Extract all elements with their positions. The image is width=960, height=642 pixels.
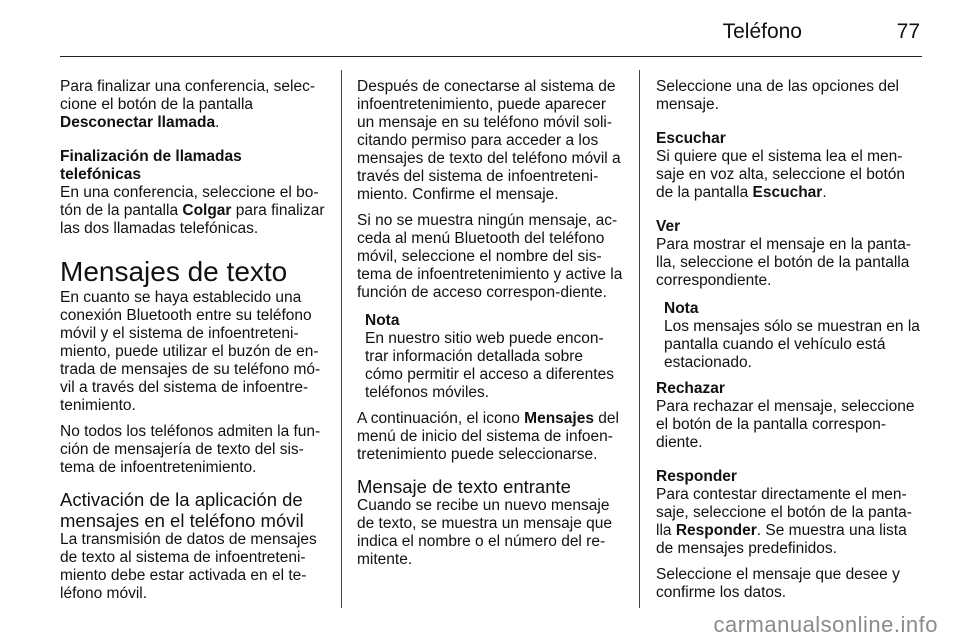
column-1 xyxy=(60,78,326,611)
bold-term: Escuchar xyxy=(752,184,823,201)
text: para finalizar las dos llamadas telefónicas. xyxy=(60,202,325,237)
bold-term: Colgar xyxy=(182,202,232,219)
header-rule xyxy=(60,56,922,57)
subsection-title: Finalización de llamadas telefónicas xyxy=(60,148,242,183)
option-title-responder: Responder xyxy=(656,468,737,485)
text: del menú de inicio del sistema de infoen-tretenimiento puede seleccionarse. xyxy=(357,410,619,463)
paragraph: Seleccione el mensaje que desee y confirme los datos. xyxy=(656,566,900,601)
text: A continuación, el icono xyxy=(357,410,525,427)
paragraph: Para rechazar el mensaje, seleccione el botón de la pantalla correspon-diente. xyxy=(656,398,915,451)
subsection-heading: Mensaje de texto entrante xyxy=(357,476,571,497)
bold-term: Mensajes xyxy=(524,410,594,427)
header-title: Teléfono xyxy=(722,20,802,43)
bold-term: Desconectar llamada xyxy=(60,114,216,131)
text: En una conferencia, seleccione el bo-tón de la pantalla xyxy=(60,184,319,219)
column-divider-2 xyxy=(639,70,640,608)
paragraph: En cuanto se haya establecido una conexión Bluetooth entre su teléfono móvil y el sistema de infoentreteni-miento, puede utilizar el buzón de en-trada de mensajes de su teléfono mó-vil a través del sistema de infoentre-tenimiento. xyxy=(60,289,321,414)
paragraph xyxy=(357,410,625,464)
paragraph xyxy=(60,184,326,238)
option-title-ver: Ver xyxy=(656,218,681,235)
column-3 xyxy=(656,78,924,610)
paragraph: No todos los teléfonos admiten la fun-ción de mensajería de texto del sis-tema de infoentretenimiento. xyxy=(60,423,321,476)
text: Para contestar directamente el men-saje, seleccione el botón de la panta-lla xyxy=(656,486,912,539)
paragraph: Seleccione una de las opciones del mensaje. xyxy=(656,78,900,113)
text: Si quiere que el sistema lea el men-saje en voz alta, seleccione el botón de la pantalla xyxy=(656,148,906,201)
option-title-rechazar: Rechazar xyxy=(656,380,725,397)
text: . xyxy=(215,114,220,131)
paragraph xyxy=(60,78,326,132)
subsection-heading: Activación de la aplicación de mensajes en el teléfono móvil xyxy=(60,489,304,531)
section-heading: Mensajes de texto xyxy=(60,256,288,287)
note-text: Los mensajes sólo se muestran en la pantalla cuando el vehículo está estacionado. xyxy=(664,318,920,371)
text: Para finalizar una conferencia, selec-cione el botón de la pantalla xyxy=(60,78,316,113)
text: . Se muestra una lista de mensajes predefinidos. xyxy=(656,522,907,557)
note-title: Nota xyxy=(365,312,400,329)
page-number: 77 xyxy=(896,20,920,43)
column-divider-1 xyxy=(341,70,342,608)
text: . xyxy=(822,184,827,201)
note-box xyxy=(656,300,924,372)
watermark: carmanualsonline.info xyxy=(713,612,938,637)
paragraph: Si no se muestra ningún mensaje, ac-ceda al menú Bluetooth del teléfono móvil, seleccione el nombre del sis-tema de infoentretenimiento y active la función de acceso correspon-diente. xyxy=(357,212,623,301)
paragraph: La transmisión de datos de mensajes de texto al sistema de infoentreteni-miento debe estar activada en el te-léfono móvil. xyxy=(60,531,317,602)
note-box xyxy=(357,312,625,402)
column-2 xyxy=(357,78,625,577)
option-title-escuchar: Escuchar xyxy=(656,130,726,147)
note-text: En nuestro sitio web puede encon-trar información detallada sobre cómo permitir el acceso a diferentes teléfonos móviles. xyxy=(365,330,614,401)
paragraph: Para mostrar el mensaje en la panta-lla, seleccione el botón de la pantalla correspondiente. xyxy=(656,236,912,289)
paragraph xyxy=(656,148,924,202)
note-title: Nota xyxy=(664,300,699,317)
paragraph: Cuando se recibe un nuevo mensaje de texto, se muestra un mensaje que indica el nombre o el número del re-mitente. xyxy=(357,497,613,568)
paragraph: Después de conectarse al sistema de infoentretenimiento, puede aparecer un mensaje en su teléfono móvil soli-citando permiso para acceder a los mensajes de texto del teléfono móvil a través del sistema de infoentreteni-miento. Confirme el mensaje. xyxy=(357,78,621,203)
bold-term: Responder xyxy=(675,522,757,539)
paragraph xyxy=(656,486,924,558)
